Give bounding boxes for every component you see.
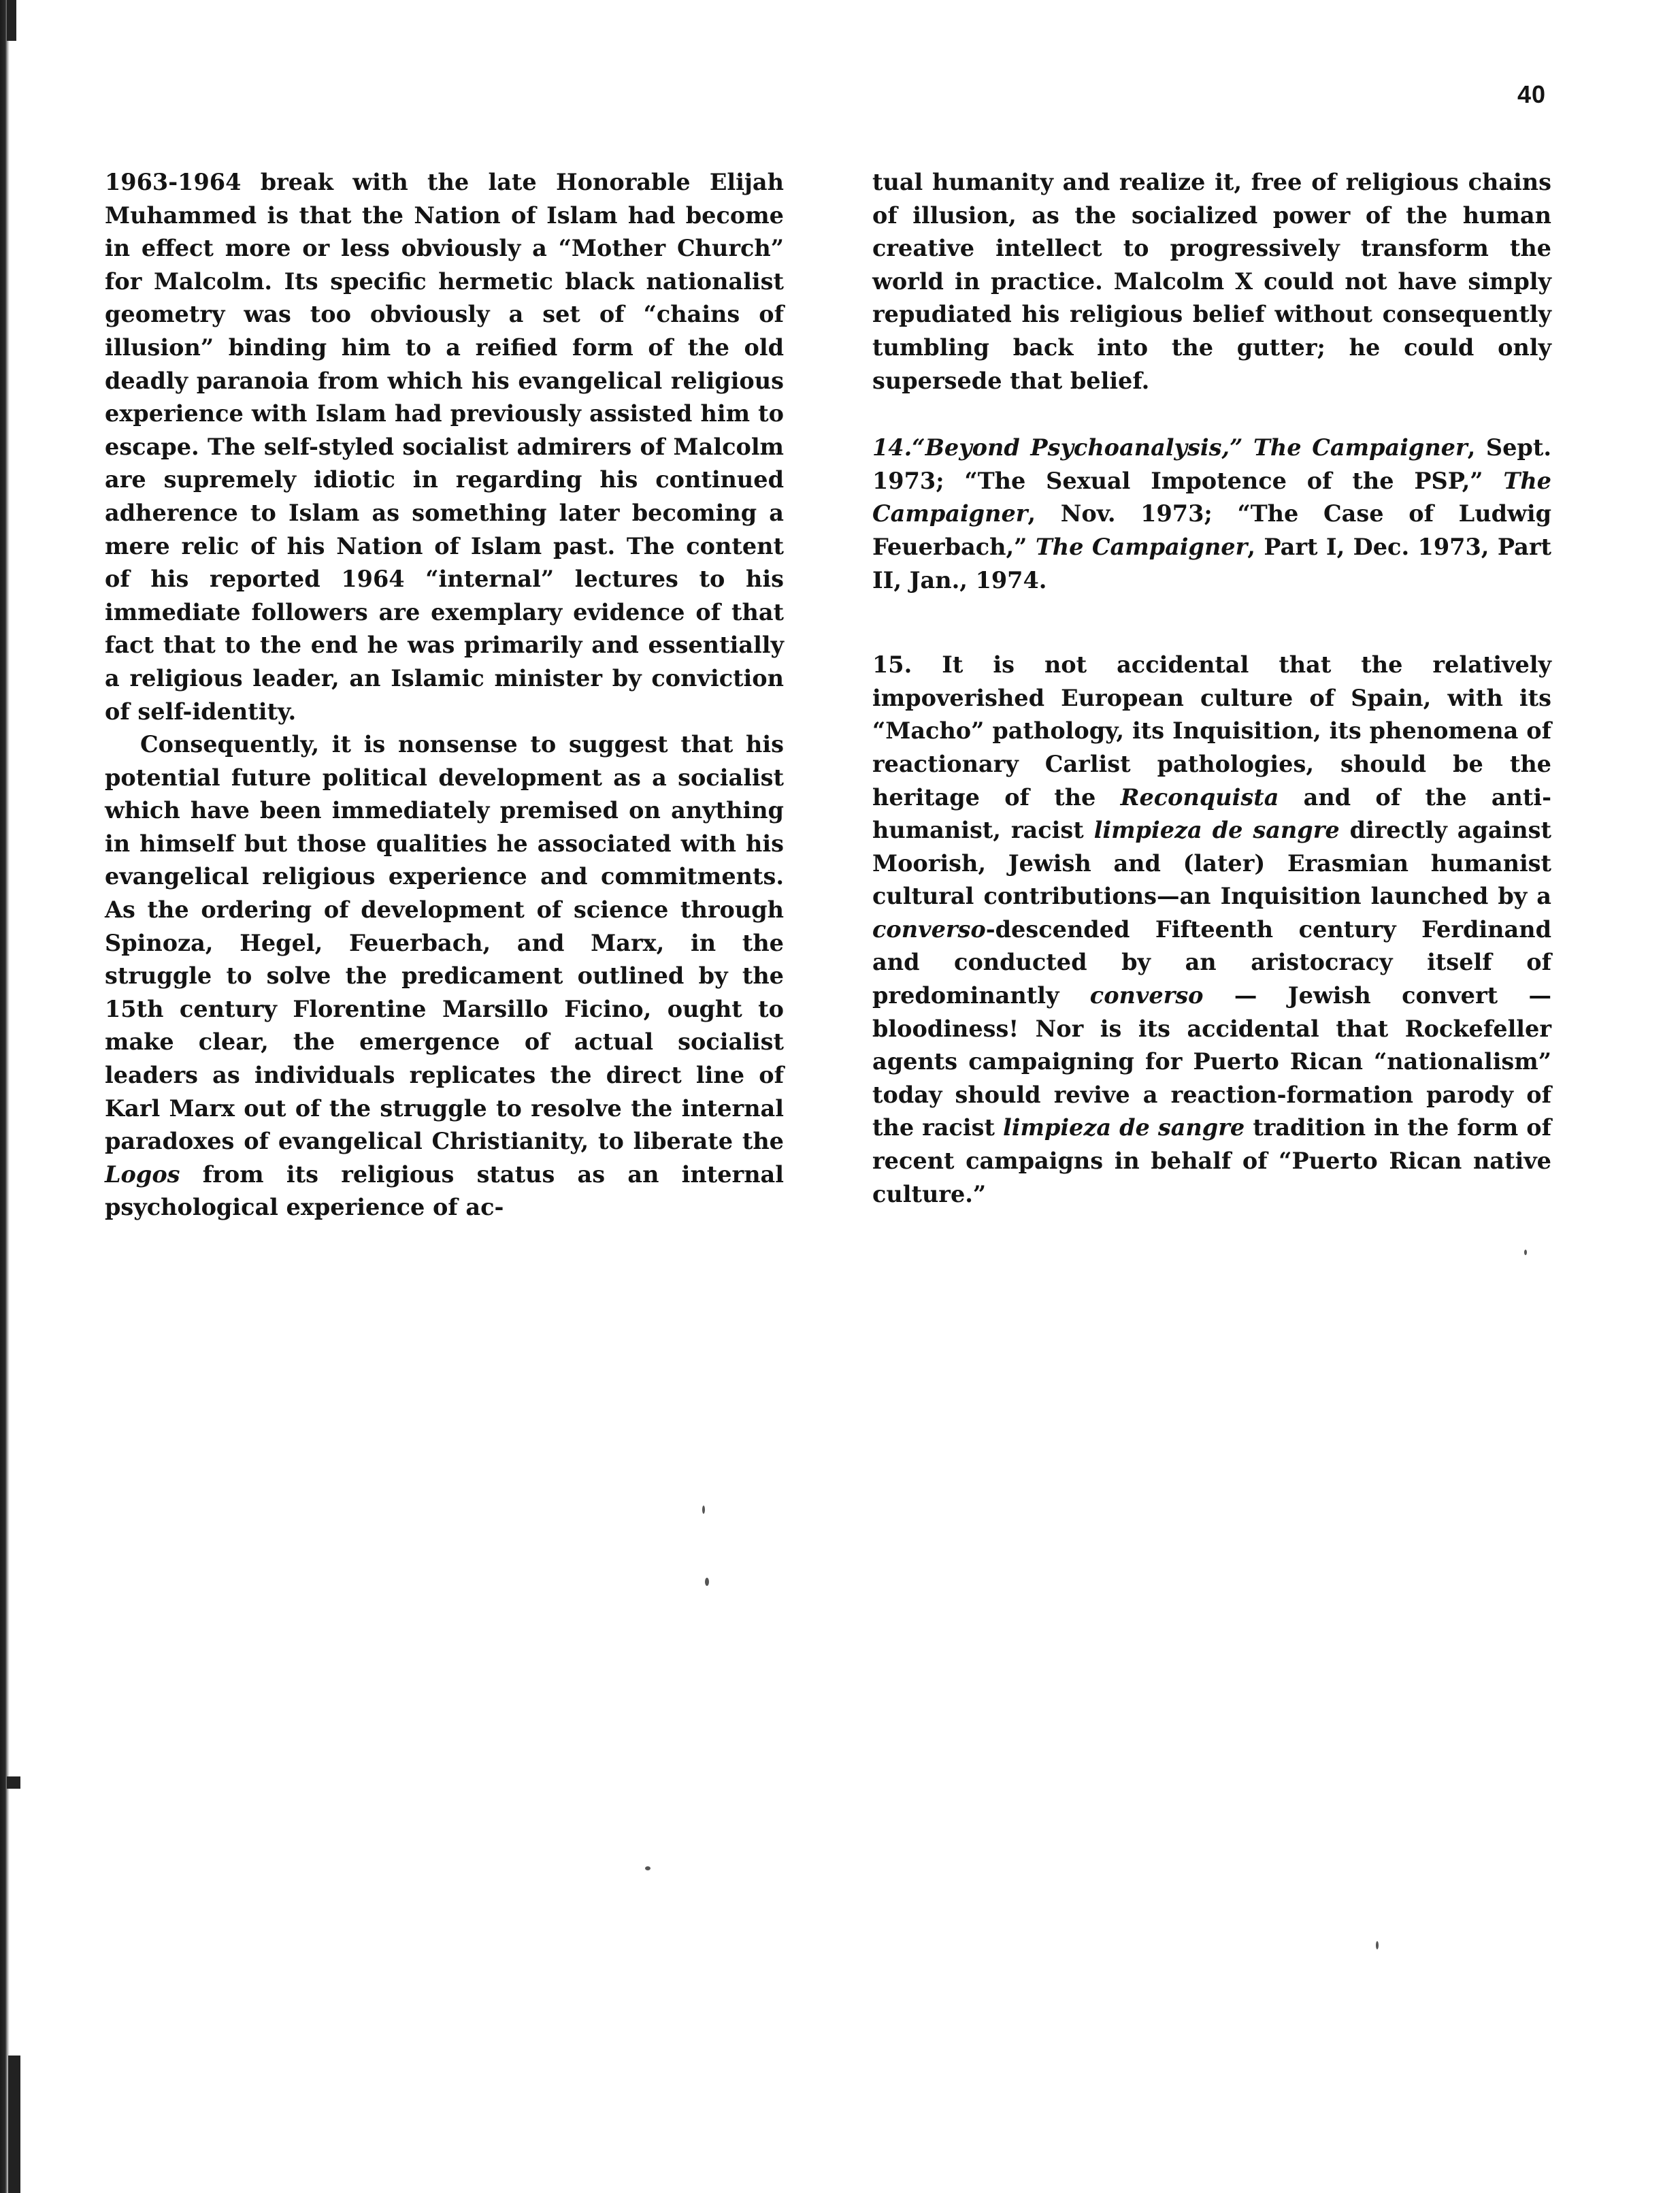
scan-binding-edge [0,0,10,2193]
italic-term: limpieza de sangre [1003,1114,1245,1141]
scan-dust [705,1578,709,1586]
footnote-15 [872,649,1551,1211]
right-column [872,166,1551,1211]
text-run: -descended Fifteenth century Ferdinand and conducted by an aristocracy itself of predominantly [872,915,1551,1009]
scan-dust [1376,1941,1379,1949]
citation-title: “Beyond Psychoanalysis,” [912,434,1243,461]
citation-journal: The Campaigner [1035,533,1248,560]
scan-dust [1524,1250,1527,1255]
text-run: Consequently, it is nonsense to suggest that his potential future political development as a socialist which have been immediately premised on anything in himself but those qualities he associated with his evangelical religious experience and commitments. As the ordering of development of science through Spinoza, Hegel, Feuerbach, and Marx, in the struggle to solve the predicament outlined by the 15th century Florentine Marsillo Ficino, ought to make clear, the emergence of actual socialist leaders as individuals replicates the direct line of Karl Marx out of the struggle to resolve the internal paradoxes of evangelical Christianity, to liberate the [105,731,784,1155]
text-run: from its religious status as an internal psychological experience of ac- [105,1160,784,1221]
italic-term: converso [872,915,986,943]
spacer [872,397,1551,432]
citation-journal: The Campaigner [872,467,1551,527]
scan-dust [645,1866,650,1870]
text-run: , Part I, Dec. 1973, Part II, Jan., 1974. [872,533,1551,594]
text-run: and of the anti-humanist, racist [872,783,1551,844]
body-paragraph [105,728,784,1224]
italic-term: converso [1089,982,1204,1009]
left-column [105,166,784,1224]
italic-term: limpieza de sangre [1093,817,1340,844]
italic-term: Reconquista [1120,783,1279,811]
scan-dust [702,1506,705,1514]
scan-speck [7,0,16,41]
text-run: , Sept. 1973; “The Sexual Impotence of the PSP,” [872,434,1551,494]
scan-speck [7,1776,20,1789]
italic-term: Logos [105,1160,180,1188]
scan-speck [8,2056,20,2193]
text-run: 15. It is not accidental that the relatively impoverished European culture of Spain, with its “Macho” pathology, its Inquisition, its phenomena of reactionary Carlist pathologies, should be the heritage of the [872,651,1551,811]
footnote-number: 14. [872,434,912,461]
body-paragraph: 1963-1964 break with the late Honorable Elijah Muhammed is that the Nation of Islam had become in effect more or less obviously a “Mother Church” for Malcolm. Its specific hermetic black nationalist geometry was too obviously a set of “chains of illusion” binding him to a reified form of the old deadly paranoia from which his evangelical religious experience with Islam had previously assisted him to escape. The self-styled socialist admirers of Malcolm are supremely idiotic in regarding his continued adherence to Islam as something later becoming a mere relic of his Nation of Islam past. The content of his reported 1964 “internal” lectures to his immediate followers are exemplary evidence of that fact that to the end he was primarily and essentially a religious leader, an Islamic minister by conviction of self-identity. [105,169,784,725]
page-number: 40 [1517,80,1547,108]
citation-journal: The Campaigner [1242,434,1468,461]
spacer [872,597,1551,649]
body-paragraph: tual humanity and realize it, free of religious chains of illusion, as the socialized power of the human creative intellect to progressively transform the world in practice. Malcolm X could not have simply repudiated his religious belief without consequently tumbling back into the gutter; he could only supersede that belief. [872,169,1551,394]
text-run: tradition in the form of recent campaigns in behalf of “Puerto Rican native culture.” [872,1114,1551,1207]
text-run: directly against Moorish, Jewish and (later) Erasmian humanist cultural contributions—an Inquisition launched by a [872,817,1551,910]
text-run: , Nov. 1973; “The Case of Ludwig Feuerbach,” [872,500,1551,560]
text-run: — Jewish convert — bloodiness! Nor is its accidental that Rockefeller agents campaigning for Puerto Rican “nationalism” today should revive a reaction-formation parody of the racist [872,982,1551,1141]
footnote-14 [872,432,1551,597]
